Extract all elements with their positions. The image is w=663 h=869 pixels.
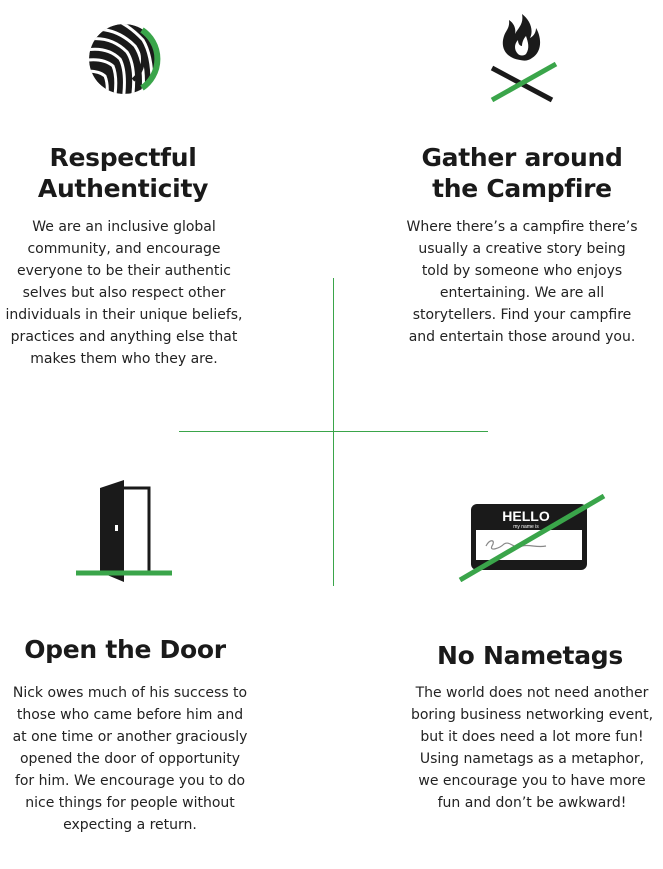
- nametag-sub-text: my name is: [513, 524, 539, 530]
- body-line: at one time or another graciously: [12, 729, 248, 745]
- body-line: those who came before him and: [16, 707, 244, 723]
- body-line: but it does need a lot more fun!: [420, 729, 644, 745]
- body-line: practices and anything else that: [10, 329, 238, 345]
- section-title-gather-around-the-campfire: Gather around the Campfire: [421, 143, 623, 203]
- body-line: Nick owes much of his success to: [12, 685, 248, 701]
- body-line: expecting a return.: [63, 817, 197, 833]
- section-title-respectful-authenticity: Respectful Authenticity: [37, 143, 209, 203]
- open-door-icon: [74, 478, 174, 582]
- body-line: nice things for people without: [25, 795, 235, 811]
- body-line: The world does not need another: [415, 685, 649, 701]
- section-body-gather-around-the-campfire: [400, 216, 644, 348]
- vertical-divider: [333, 278, 334, 586]
- body-line: We are an inclusive global: [32, 219, 216, 235]
- body-line: and entertain those around you.: [408, 329, 636, 345]
- body-line: community, and encourage: [27, 241, 221, 257]
- body-line: usually a creative story being: [418, 241, 626, 257]
- body-line: everyone to be their authentic: [17, 263, 231, 279]
- section-body-no-nametags: [400, 682, 663, 814]
- nametag-hello-text: HELLO: [502, 508, 550, 524]
- body-line: Where there’s a campfire there’s: [406, 219, 638, 235]
- body-line: told by someone who enjoys: [421, 263, 623, 279]
- body-line: opened the door of opportunity: [19, 751, 241, 767]
- body-line: storytellers. Find your campfire: [412, 307, 632, 323]
- section-body-open-the-door: [4, 682, 256, 836]
- body-line: we encourage you to have more: [418, 773, 646, 789]
- section-body-respectful-authenticity: [2, 216, 246, 370]
- section-title-no-nametags: No Nametags: [437, 641, 623, 670]
- body-line: Using nametags as a metaphor,: [419, 751, 645, 767]
- body-line: individuals in their unique beliefs,: [5, 307, 243, 323]
- horizontal-divider: [179, 431, 488, 432]
- crossed-nametag-icon: [456, 494, 608, 582]
- wood-rings-icon: [87, 22, 161, 96]
- body-line: makes them who they are.: [30, 351, 218, 367]
- body-line: selves but also respect other: [22, 285, 226, 301]
- body-line: boring business networking event,: [410, 707, 654, 723]
- body-line: entertaining. We are all: [439, 285, 605, 301]
- body-line: for him. We encourage you to do: [14, 773, 246, 789]
- section-title-open-the-door: Open the Door: [24, 635, 226, 664]
- campfire-icon: [484, 8, 564, 104]
- body-line: fun and don’t be awkward!: [437, 795, 627, 811]
